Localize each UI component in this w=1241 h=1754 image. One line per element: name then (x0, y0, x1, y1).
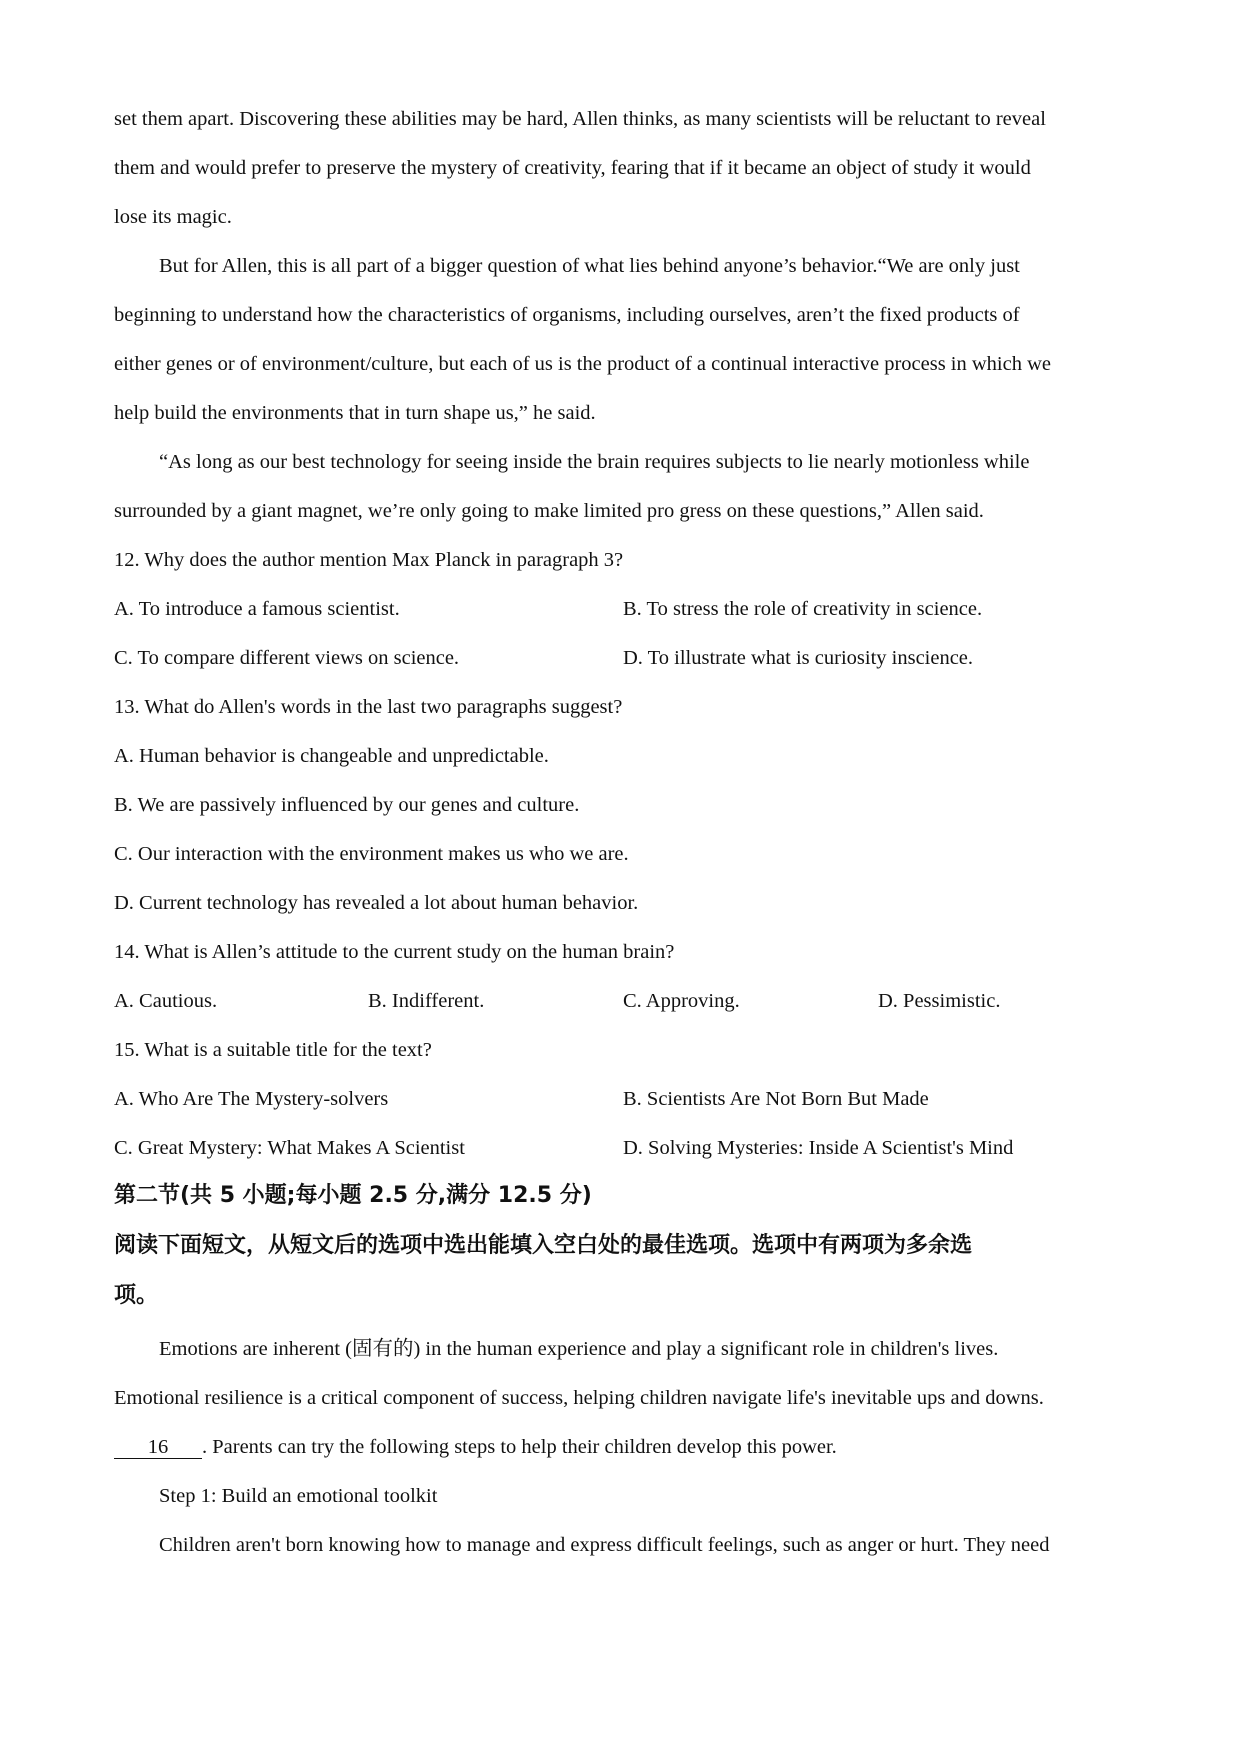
question-12-option-d: D. To illustrate what is curiosity inscience. (623, 647, 974, 669)
question-12-option-b: B. To stress the role of creativity in science. (623, 598, 983, 620)
question-14-option-b: B. Indifferent. (368, 990, 485, 1012)
passage-line: surrounded by a giant magnet, we’re only going to make limited pro gress on these questions,” Allen said. (114, 500, 984, 522)
passage-line: either genes or of environment/culture, but each of us is the product of a continual interactive process in which we (114, 353, 1051, 375)
question-12-option-a: A. To introduce a famous scientist. (114, 598, 400, 620)
question-15-option-c: C. Great Mystery: What Makes A Scientist (114, 1137, 465, 1159)
section-heading: 第二节(共 5 小题;每小题 2.5 分,满分 12.5 分) (114, 1183, 592, 1208)
passage-line: Children aren't born knowing how to manage and express difficult feelings, such as anger or hurt. They need (159, 1534, 1050, 1556)
question-14-option-d: D. Pessimistic. (878, 990, 1001, 1012)
question-12-stem: 12. Why does the author mention Max Planck in paragraph 3? (114, 549, 624, 571)
question-13-option-c: C. Our interaction with the environment makes us who we are. (114, 843, 629, 865)
section-instruction: 项。 (114, 1283, 159, 1308)
section-instruction: 阅读下面短文，从短文后的选项中选出能填入空白处的最佳选项。选项中有两项为多余选 (114, 1233, 973, 1258)
question-13-option-d: D. Current technology has revealed a lot about human behavior. (114, 892, 639, 914)
passage-line: set them apart. Discovering these abilities may be hard, Allen thinks, as many scientists will be reluctant to reveal (114, 108, 1046, 130)
passage-line: lose its magic. (114, 206, 232, 228)
question-15-option-d: D. Solving Mysteries: Inside A Scientist's Mind (623, 1137, 1014, 1159)
question-15-option-a: A. Who Are The Mystery-solvers (114, 1088, 389, 1110)
passage-line: “As long as our best technology for seeing inside the brain requires subjects to lie nearly motionless while (159, 451, 1030, 473)
passage-line: Emotions are inherent (固有的) in the human experience and play a significant role in children's lives. (159, 1338, 999, 1360)
question-14-option-a: A. Cautious. (114, 990, 218, 1012)
question-13-option-b: B. We are passively influenced by our genes and culture. (114, 794, 580, 816)
passage-line: But for Allen, this is all part of a bigger question of what lies behind anyone’s behavior.“We are only just (159, 255, 1020, 277)
question-13-stem: 13. What do Allen's words in the last two paragraphs suggest? (114, 696, 623, 718)
question-12-option-c: C. To compare different views on science. (114, 647, 460, 669)
passage-line: beginning to understand how the characteristics of organisms, including ourselves, aren’t the fixed products of (114, 304, 1020, 326)
passage-line: help build the environments that in turn shape us,” he said. (114, 402, 596, 424)
question-15-option-b: B. Scientists Are Not Born But Made (623, 1088, 929, 1110)
passage-text: . Parents can try the following steps to help their children develop this power. (202, 1436, 837, 1458)
passage-line: them and would prefer to preserve the mystery of creativity, fearing that if it became an object of study it would (114, 157, 1031, 179)
answer-blank-16[interactable]: 16 (114, 1436, 202, 1459)
question-15-stem: 15. What is a suitable title for the text? (114, 1039, 432, 1061)
passage-line (114, 1434, 837, 1460)
passage-line: Emotional resilience is a critical component of success, helping children navigate life's inevitable ups and downs. (114, 1387, 1044, 1409)
step-heading: Step 1: Build an emotional toolkit (159, 1485, 438, 1507)
question-14-option-c: C. Approving. (623, 990, 740, 1012)
question-14-stem: 14. What is Allen’s attitude to the current study on the human brain? (114, 941, 675, 963)
question-13-option-a: A. Human behavior is changeable and unpredictable. (114, 745, 549, 767)
